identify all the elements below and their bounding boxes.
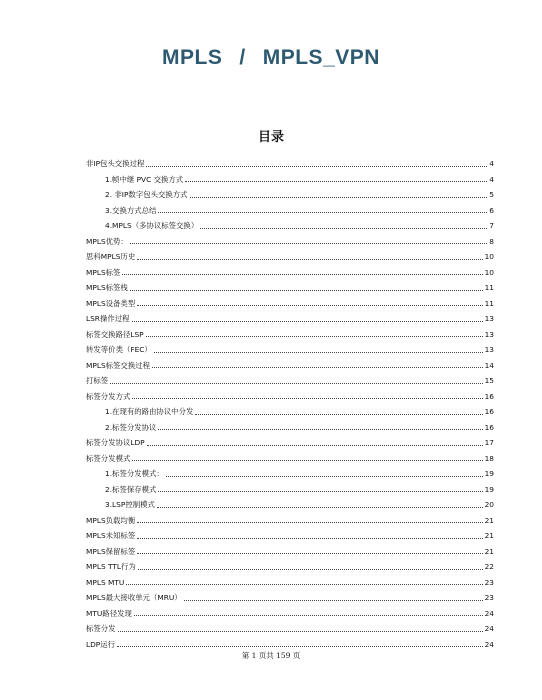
toc-heading: 目录 — [257, 130, 284, 145]
toc-entry[interactable] — [86, 493, 494, 509]
toc-entry-label: 思科MPLS历史 — [86, 252, 136, 262]
toc-entry-page-number: 18 — [484, 453, 494, 463]
toc-dot-leader — [154, 352, 483, 353]
toc-entry[interactable] — [86, 524, 494, 540]
toc-entry[interactable] — [86, 261, 494, 277]
toc-entry-page-number: 16 — [484, 391, 494, 401]
toc-entry[interactable] — [86, 416, 494, 432]
toc-dot-leader — [134, 615, 483, 616]
toc-entry[interactable] — [86, 385, 494, 401]
toc-entry-label: 3.LSP控制模式 — [105, 500, 155, 510]
toc-entry[interactable] — [86, 338, 494, 354]
toc-entry-page-number: 20 — [484, 500, 494, 510]
toc-entry-label: 2.标签分发协议 — [105, 422, 157, 432]
toc-entry[interactable] — [86, 571, 494, 587]
toc-entry-label: 3.交换方式总结 — [105, 205, 157, 215]
toc-entry[interactable] — [86, 199, 494, 215]
toc-entry-label: MPLS未知标签 — [86, 531, 136, 541]
toc-entry-page-number: 23 — [484, 577, 494, 587]
toc-dot-leader — [132, 460, 482, 461]
toc-entry[interactable] — [86, 152, 494, 168]
toc-entry-label: 4.MPLS（多协议标签交换） — [105, 221, 199, 231]
toc-entry[interactable] — [86, 168, 494, 184]
toc-entry-label: 转发等价类（FEC） — [86, 345, 152, 355]
toc-entry-label: LSR操作过程 — [86, 314, 130, 324]
toc-entry-label: 标签分发模式 — [86, 453, 131, 463]
toc-entry-label: MPLS标签 — [86, 267, 121, 277]
toc-dot-leader — [158, 491, 482, 492]
toc-dot-leader — [146, 336, 483, 337]
toc-entry[interactable] — [86, 602, 494, 618]
title-mpls: MPLS — [162, 46, 223, 69]
toc-dot-leader — [132, 398, 482, 399]
toc-entry-page-number: 23 — [484, 593, 494, 603]
toc-dot-leader — [157, 507, 483, 508]
toc-entry[interactable] — [86, 540, 494, 556]
toc-entry-label: 非IP包头交换过程 — [86, 159, 145, 169]
toc-dot-leader — [137, 538, 482, 539]
toc-dot-leader — [185, 181, 487, 182]
toc-entry[interactable] — [86, 292, 494, 308]
toc-dot-leader — [147, 445, 483, 446]
toc-entry-page-number: 24 — [484, 608, 494, 618]
toc-entry-page-number: 13 — [484, 329, 494, 339]
toc-entry-page-number: 10 — [484, 252, 494, 262]
toc-entry-page-number: 7 — [489, 221, 494, 231]
toc-entry-label: MPLS最大接收单元（MRU） — [86, 593, 182, 603]
toc-entry[interactable] — [86, 354, 494, 370]
toc-entry-label: 标签分发方式 — [86, 391, 131, 401]
toc-entry[interactable] — [86, 323, 494, 339]
toc-entry[interactable] — [86, 509, 494, 525]
toc-dot-leader — [158, 212, 487, 213]
toc-entry-label: 标签分发 — [86, 624, 116, 634]
toc-entry[interactable] — [86, 307, 494, 323]
toc-entry-page-number: 16 — [484, 407, 494, 417]
toc-dot-leader — [146, 166, 487, 167]
toc-entry-label: 标签交换路径LSP — [86, 329, 144, 339]
toc-entry-label: MPLS标签栈 — [86, 283, 128, 293]
toc-entry[interactable] — [86, 230, 494, 246]
toc-dot-leader — [132, 321, 483, 322]
title-separator: / — [239, 46, 246, 69]
toc-dot-leader — [158, 429, 482, 430]
toc-entry[interactable] — [86, 245, 494, 261]
toc-entry-page-number: 21 — [484, 515, 494, 525]
toc-entry-label: LDP运行 — [86, 639, 116, 649]
toc-entry-label: MPLS MTU — [86, 577, 125, 587]
toc-entry-page-number: 21 — [484, 546, 494, 556]
toc-dot-leader — [152, 367, 483, 368]
toc-entry-page-number: 22 — [484, 562, 494, 572]
toc-dot-leader — [138, 569, 483, 570]
toc-entry[interactable] — [86, 478, 494, 494]
toc-dot-leader — [137, 259, 482, 260]
toc-entry-label: 2.标签保存模式 — [105, 484, 157, 494]
toc-dot-leader — [166, 476, 483, 477]
toc-entry-page-number: 4 — [489, 174, 494, 184]
toc-entry-page-number: 19 — [484, 484, 494, 494]
toc-entry[interactable] — [86, 633, 494, 649]
toc-entry[interactable] — [86, 462, 494, 478]
toc-entry[interactable] — [86, 586, 494, 602]
toc-entry-label: 标签分发协议LDP — [86, 438, 145, 448]
toc-entry-page-number: 19 — [484, 469, 494, 479]
toc-dot-leader — [200, 228, 487, 229]
toc-entry-page-number: 8 — [489, 236, 494, 246]
toc-entry[interactable] — [86, 276, 494, 292]
toc-entry-page-number: 21 — [484, 531, 494, 541]
title-mpls-vpn: MPLS_VPN — [262, 46, 380, 69]
toc-entry-label: MPLS负载均衡 — [86, 515, 136, 525]
toc-entry-label: 2. 非IP数字包头交换方式 — [105, 190, 188, 200]
toc-entry[interactable] — [86, 214, 494, 230]
toc-entry-page-number: 6 — [489, 205, 494, 215]
toc-entry-label: 1.标签分发模式： — [105, 469, 164, 479]
toc-dot-leader — [117, 646, 483, 647]
toc-entry-page-number: 13 — [484, 314, 494, 324]
toc-entry-page-number: 4 — [489, 159, 494, 169]
toc-entry-page-number: 5 — [489, 190, 494, 200]
toc-dot-leader — [137, 522, 482, 523]
toc-entry-page-number: 11 — [484, 298, 494, 308]
toc-entry-page-number: 17 — [484, 438, 494, 448]
toc-entry[interactable] — [86, 617, 494, 633]
document-title — [0, 46, 542, 70]
toc-entry-page-number: 24 — [484, 624, 494, 634]
toc-dot-leader — [110, 383, 482, 384]
toc-entry[interactable] — [86, 400, 494, 416]
toc-entry-label: 1.在现有的路由协议中分发 — [105, 407, 194, 417]
toc-entry-page-number: 14 — [484, 360, 494, 370]
toc-entry-page-number: 15 — [484, 376, 494, 386]
toc-entry[interactable] — [86, 431, 494, 447]
toc-dot-leader — [184, 600, 483, 601]
toc-entry[interactable] — [86, 183, 494, 199]
toc-entry-page-number: 10 — [484, 267, 494, 277]
page-footer: 第 1 页共 159 页 — [241, 651, 301, 660]
toc-entry-label: MPLS优势： — [86, 236, 128, 246]
toc-entry-label: MPLS标签交换过程 — [86, 360, 150, 370]
toc-dot-leader — [137, 305, 482, 306]
toc-entry-page-number: 24 — [484, 639, 494, 649]
toc-entry[interactable] — [86, 447, 494, 463]
table-of-contents — [86, 152, 494, 648]
toc-dot-leader — [118, 631, 483, 632]
toc-entry-label: MTU路径发现 — [86, 608, 132, 618]
toc-dot-leader — [190, 197, 488, 198]
toc-entry-label: MPLS保留标签 — [86, 546, 136, 556]
toc-entry-page-number: 16 — [484, 422, 494, 432]
toc-dot-leader — [137, 553, 482, 554]
toc-dot-leader — [130, 243, 487, 244]
toc-entry-page-number: 13 — [484, 345, 494, 355]
toc-entry-label: 1.帧中继 PVC 交换方式 — [105, 174, 184, 184]
toc-dot-leader — [122, 274, 482, 275]
toc-dot-leader — [130, 290, 483, 291]
toc-entry-label: 打标签 — [86, 376, 109, 386]
toc-entry[interactable] — [86, 555, 494, 571]
toc-dot-leader — [126, 584, 482, 585]
toc-entry[interactable] — [86, 369, 494, 385]
toc-entry-label: MPLS TTL行为 — [86, 562, 136, 572]
toc-entry-label: MPLS设备类型 — [86, 298, 136, 308]
toc-dot-leader — [195, 414, 482, 415]
toc-entry-page-number: 11 — [484, 283, 494, 293]
